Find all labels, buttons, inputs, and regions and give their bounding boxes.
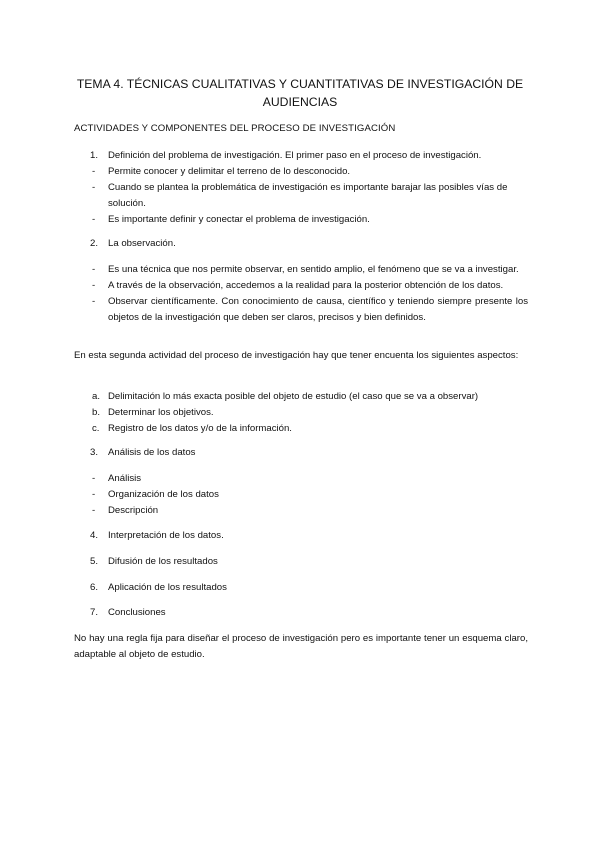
list-item xyxy=(74,236,528,252)
bullet-item xyxy=(74,487,528,503)
bullet-dash: - xyxy=(92,166,96,177)
list-number: 6. xyxy=(90,582,99,593)
closing-paragraph: No hay una regla fija para diseñar el proceso de investigación pero es importante tener un esquema claro, adaptable al objeto de estudio. xyxy=(74,633,528,660)
list-number: 5. xyxy=(90,556,99,567)
list-number: 3. xyxy=(90,447,99,458)
bullet-text: Permite conocer y delimitar el terreno de lo desconocido. xyxy=(108,166,351,177)
list-item xyxy=(74,405,528,421)
step-3-heading xyxy=(74,445,528,461)
bullet-item xyxy=(74,471,528,487)
list-item xyxy=(74,445,528,461)
list-item xyxy=(74,421,528,437)
step-2-heading xyxy=(74,236,528,252)
bullet-item xyxy=(74,294,528,326)
list-item xyxy=(74,528,528,544)
bullet-text: Es importante definir y conectar el problema de investigación. xyxy=(108,214,370,225)
bullet-dash: - xyxy=(92,214,96,225)
bullet-text: Descripción xyxy=(108,505,159,516)
list-item-text: La observación. xyxy=(108,238,176,249)
bullet-dash: - xyxy=(92,296,96,307)
list-item-text: Difusión de los resultados xyxy=(108,556,218,567)
step-1-block xyxy=(74,148,528,228)
list-number: 7. xyxy=(90,607,99,618)
list-letter: a. xyxy=(92,391,101,402)
bullet-item xyxy=(74,278,528,294)
bullet-text: Organización de los datos xyxy=(108,489,219,500)
step-4 xyxy=(74,528,528,544)
bullet-dash: - xyxy=(92,182,96,193)
list-item-text: Interpretación de los datos. xyxy=(108,530,224,541)
section-heading: ACTIVIDADES Y COMPONENTES DEL PROCESO DE INVESTIGACIÓN xyxy=(74,123,396,134)
list-item xyxy=(74,580,528,596)
bullet-item xyxy=(74,212,528,228)
step-3-bullets xyxy=(74,471,528,519)
bullet-text: Cuando se plantea la problemática de investigación es importante barajar las posibles vías de solución. xyxy=(108,182,508,209)
list-letter: c. xyxy=(92,423,100,434)
bullet-text: A través de la observación, accedemos a la realidad para la posterior obtención de los datos. xyxy=(108,280,504,291)
bullet-text: Observar científicamente. Con conocimiento de causa, científico y teniendo siempre presente los objetos de la investigación que deben ser claros, precisos y bien definidos. xyxy=(108,296,528,323)
list-item-text: Delimitación lo más exacta posible del objeto de estudio (el caso que se va a observar) xyxy=(108,391,479,402)
bullet-dash: - xyxy=(92,489,96,500)
bullet-text: Análisis xyxy=(108,473,142,484)
bullet-item xyxy=(74,164,528,180)
step-5 xyxy=(74,554,528,570)
paragraph-aspects: En esta segunda actividad del proceso de investigación hay que tener encuenta los siguientes aspectos: xyxy=(74,350,519,361)
list-item-text: Análisis de los datos xyxy=(108,447,196,458)
list-item-text: Aplicación de los resultados xyxy=(108,582,227,593)
list-item-text: Conclusiones xyxy=(108,607,166,618)
list-letter: b. xyxy=(92,407,101,418)
bullet-item xyxy=(74,503,528,519)
list-item-text: Determinar los objetivos. xyxy=(108,407,214,418)
list-item xyxy=(74,389,528,405)
list-number: 2. xyxy=(90,238,99,249)
bullet-text: Es una técnica que nos permite observar, en sentido amplio, el fenómeno que se va a investigar. xyxy=(108,264,519,275)
aspects-list xyxy=(74,389,528,437)
list-number: 1. xyxy=(90,150,99,161)
bullet-dash: - xyxy=(92,264,96,275)
page-title: TEMA 4. TÉCNICAS CUALITATIVAS Y CUANTITATIVAS DE INVESTIGACIÓN DE AUDIENCIAS xyxy=(76,77,524,109)
bullet-dash: - xyxy=(92,280,96,291)
bullet-item xyxy=(74,180,528,212)
list-item xyxy=(74,554,528,570)
step-7 xyxy=(74,605,528,621)
list-item-text: Definición del problema de investigación. El primer paso en el proceso de investigación. xyxy=(108,150,482,161)
list-item-text: Registro de los datos y/o de la información. xyxy=(108,423,292,434)
list-item xyxy=(74,148,528,164)
bullet-item xyxy=(74,262,528,278)
step-6 xyxy=(74,580,528,596)
list-item xyxy=(74,605,528,621)
bullet-dash: - xyxy=(92,505,96,516)
step-2-bullets xyxy=(74,262,528,326)
list-number: 4. xyxy=(90,530,99,541)
bullet-dash: - xyxy=(92,473,96,484)
